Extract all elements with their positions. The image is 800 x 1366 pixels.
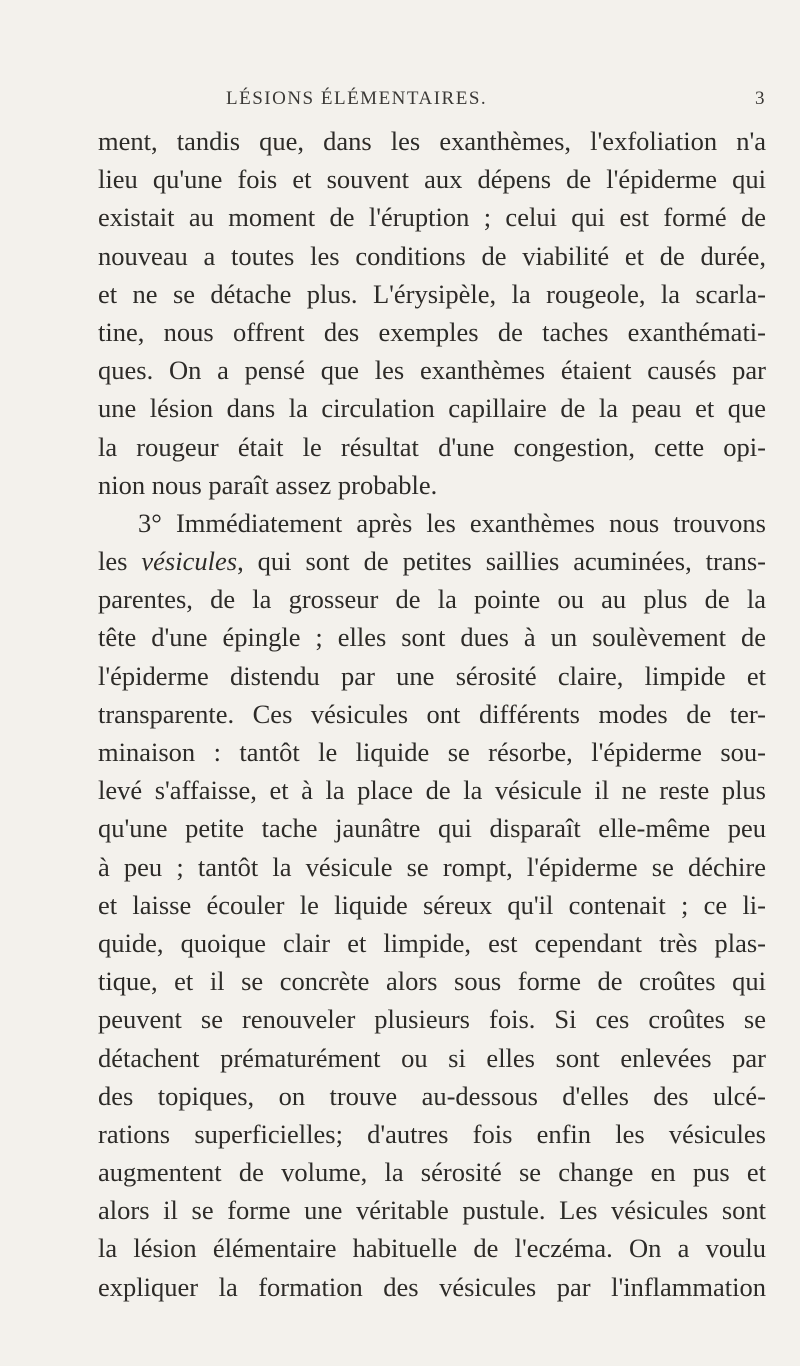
text-line-29: alors il se forme une véritable pustule. Les vésicules sont [98,1195,766,1226]
text-line-25: détachent prématurément ou si elles sont enlevées par [98,1042,766,1073]
text-line-10: nion nous paraît assez probable. [98,469,438,500]
text-line-23: tique, et il se concrète alors sous forme de croûtes qui [98,966,766,997]
text-line-21: et laisse écouler le liquide séreux qu'il contenait ; ce li- [98,889,766,920]
text-line-28: augmentent de volume, la sérosité se change en pus et [98,1157,766,1188]
text-line-3: existait au moment de l'éruption ; celui qui est formé de [98,202,766,233]
text-line-7: ques. On a pensé que les exanthèmes étaient causés par [98,355,766,386]
text-line-27: rations superficielles; d'autres fois enfin les vésicules [98,1118,766,1149]
text-line-13: parentes, de la grosseur de la pointe ou au plus de la [98,584,766,615]
line-12-prefix: les [98,546,142,577]
text-line-11: 3° Immédiatement après les exanthèmes nous trouvons [138,507,766,538]
italic-term-vesicules: vésicules [141,546,238,577]
running-head [226,88,766,114]
text-line-8: une lésion dans la circulation capillaire de la peau et que [98,393,766,424]
text-line-4: nouveau a toutes les conditions de viabilité et de durée, [98,240,766,271]
text-line-9: la rougeur était le résultat d'une congestion, cette opi- [98,431,766,462]
text-line-6: tine, nous offrent des exemples de taches exanthémati- [98,316,766,347]
text-line-16: transparente. Ces vésicules ont différents modes de ter- [98,698,766,729]
body-text [98,122,766,1306]
line-12-suffix: , qui sont de petites saillies acuminées, trans- [237,546,767,577]
text-line-14: tête d'une épingle ; elles sont dues à un soulèvement de [98,622,766,653]
text-line-18: levé s'affaisse, et à la place de la vésicule il ne reste plus [98,775,766,806]
text-line-31: expliquer la formation des vésicules par l'inflammation [98,1271,766,1302]
text-line-5: et ne se détache plus. L'érysipèle, la rougeole, la scarla- [98,278,766,309]
running-head-title: LÉSIONS ÉLÉMENTAIRES. [226,88,488,109]
text-line-1: ment, tandis que, dans les exanthèmes, l'exfoliation n'a [98,126,766,156]
text-line-20: à peu ; tantôt la vésicule se rompt, l'épiderme se déchire [98,851,766,882]
text-line-17: minaison : tantôt le liquide se résorbe, l'épiderme sou- [98,737,766,767]
text-line-19: qu'une petite tache jaunâtre qui disparaît elle-même peu [98,813,766,844]
page-number: 3 [755,88,766,109]
text-line-12 [98,542,766,580]
text-line-22: quide, quoique clair et limpide, est cependant très plas- [98,927,766,958]
text-line-30: la lésion élémentaire habituelle de l'eczéma. On a voulu [98,1233,766,1264]
text-line-2: lieu qu'une fois et souvent aux dépens de l'épiderme qui [98,164,766,195]
text-line-24: peuvent se renouveler plusieurs fois. Si ces croûtes se [98,1004,766,1035]
text-line-26: des topiques, on trouve au-dessous d'elles des ulcé- [98,1080,766,1111]
text-line-15: l'épiderme distendu par une sérosité claire, limpide et [98,660,766,691]
